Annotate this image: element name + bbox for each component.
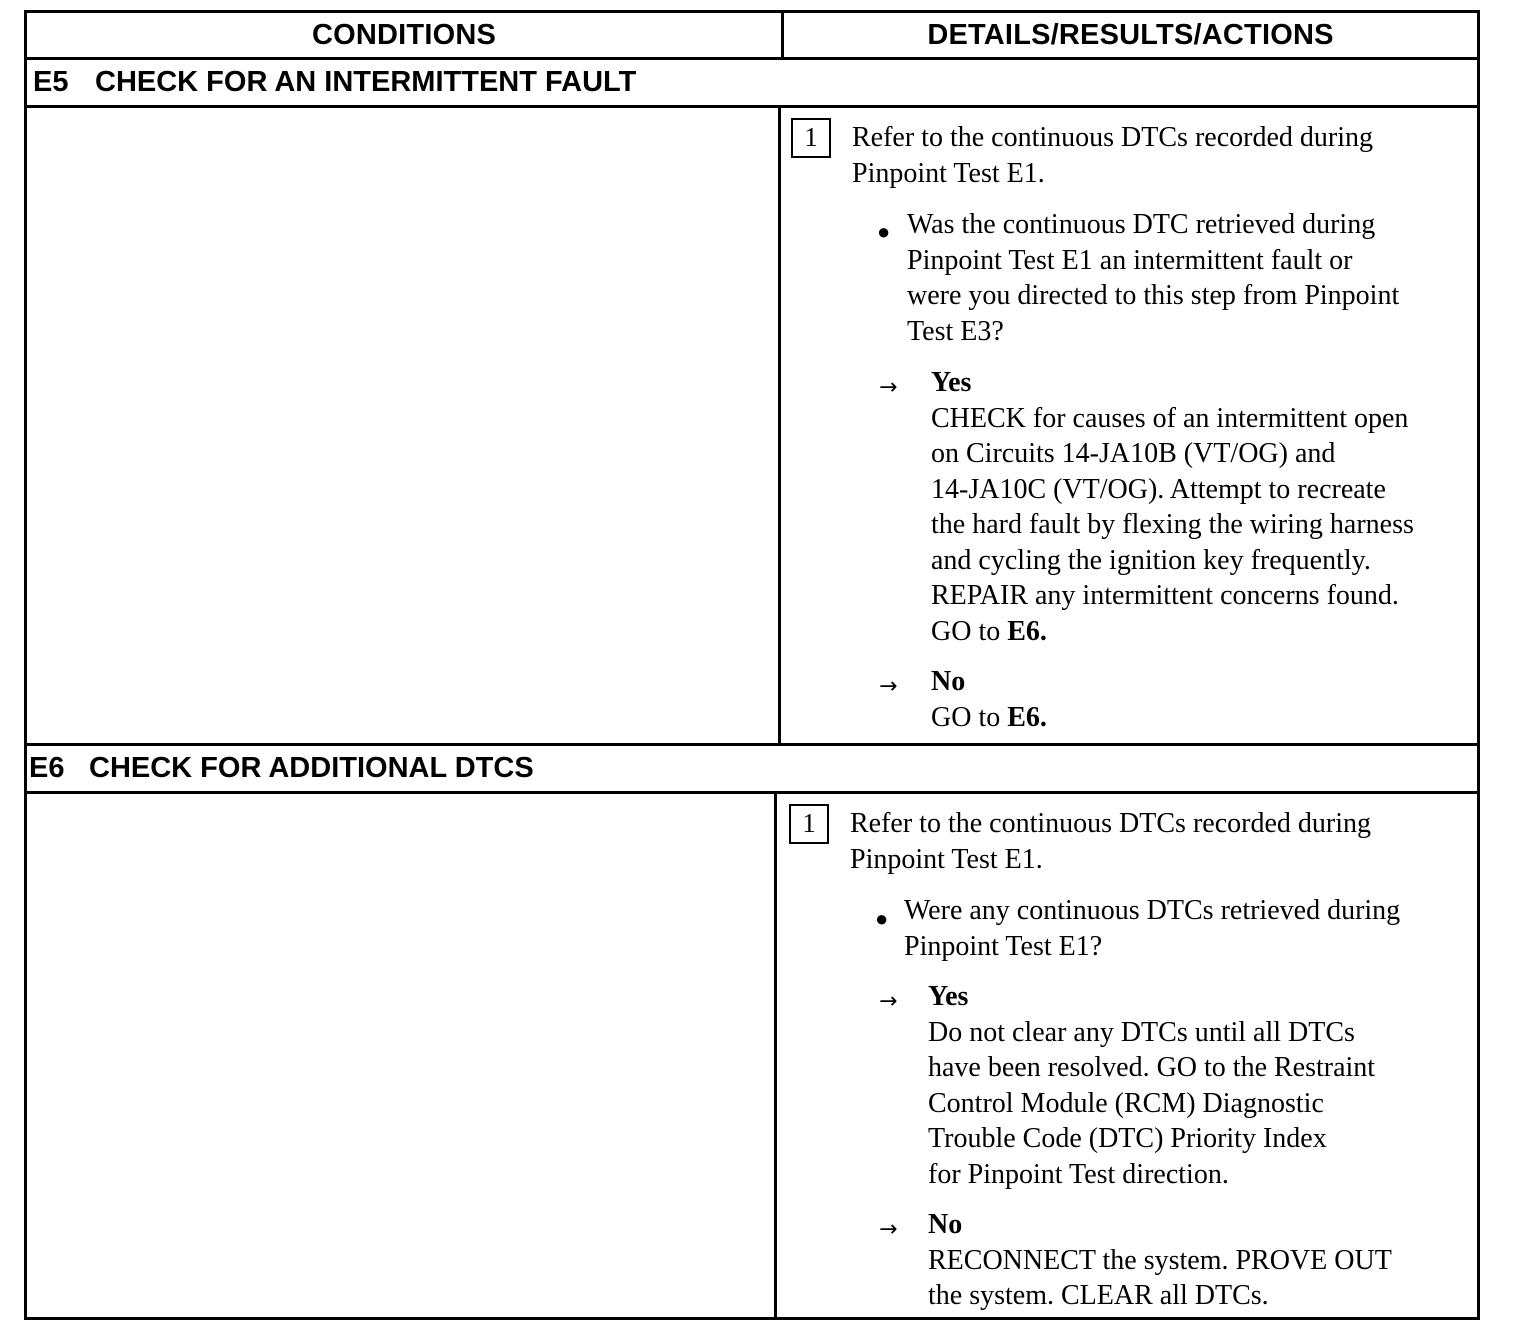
e6-step-number-box: 1 bbox=[789, 804, 829, 844]
e5-question-line: Pinpoint Test E1 an intermittent fault or bbox=[907, 244, 1353, 276]
e6-yes-branch bbox=[928, 979, 1375, 1192]
e6-section-body bbox=[27, 794, 1477, 1317]
e5-instruction-line: Pinpoint Test E1. bbox=[852, 157, 1045, 189]
e5-yes-line: REPAIR any intermittent concerns found. bbox=[931, 580, 1399, 611]
e6-yes-line: Do not clear any DTCs until all DTCs bbox=[928, 1016, 1355, 1048]
e6-question-line: Were any continuous DTCs retrieved during bbox=[904, 895, 1401, 926]
e6-step-code: E6 bbox=[29, 752, 65, 784]
e5-no-goto-target: E6. bbox=[1007, 701, 1047, 733]
e6-instruction-line: Refer to the continuous DTCs recorded during bbox=[850, 808, 1371, 839]
e5-section-heading bbox=[27, 60, 1477, 108]
e6-section-heading bbox=[27, 746, 1477, 794]
e5-yes-line: CHECK for causes of an intermittent open bbox=[931, 402, 1409, 434]
e5-no-goto bbox=[931, 700, 1047, 736]
e5-column-divider bbox=[778, 108, 781, 743]
e6-bullet-icon: ● bbox=[875, 906, 889, 931]
e6-no-branch bbox=[928, 1207, 1392, 1314]
e5-section-body bbox=[27, 108, 1477, 746]
e6-instruction bbox=[850, 806, 1371, 877]
conditions-column-header: CONDITIONS bbox=[311, 18, 497, 51]
e6-no-line: RECONNECT the system. PROVE OUT bbox=[928, 1244, 1392, 1276]
e6-column-divider bbox=[774, 794, 777, 1317]
e6-no-line: the system. CLEAR all DTCs. bbox=[928, 1280, 1269, 1311]
e5-question-line: were you directed to this step from Pinpoint bbox=[907, 280, 1400, 311]
e5-yes-line: and cycling the ignition key frequently. bbox=[931, 544, 1371, 576]
e5-instruction bbox=[852, 120, 1373, 191]
e6-yes-line: Trouble Code (DTC) Priority Index bbox=[928, 1123, 1327, 1154]
e6-instruction-line: Pinpoint Test E1. bbox=[850, 843, 1043, 875]
e5-no-label: No bbox=[931, 666, 966, 697]
e5-bullet-icon: ● bbox=[877, 219, 891, 244]
e6-question bbox=[904, 893, 1400, 964]
e5-step-title: CHECK FOR AN INTERMITTENT FAULT bbox=[95, 66, 637, 98]
e5-yes-line: the hard fault by flexing the wiring harness bbox=[931, 509, 1414, 540]
e6-no-arrow-icon: → bbox=[879, 1217, 898, 1242]
e5-yes-line: on Circuits 14-JA10B (VT/OG) and bbox=[931, 438, 1336, 469]
e5-no-arrow-icon: → bbox=[879, 674, 898, 699]
e5-yes-goto-prefix: GO to bbox=[931, 615, 1008, 647]
e6-yes-line: Control Module (RCM) Diagnostic bbox=[928, 1087, 1324, 1119]
e6-step-title: CHECK FOR ADDITIONAL DTCS bbox=[89, 752, 534, 784]
diagnostic-table bbox=[24, 10, 1480, 1320]
e5-step-number-box: 1 bbox=[791, 118, 831, 158]
e5-yes-goto-target: E6. bbox=[1007, 615, 1047, 647]
e5-step-code: E5 bbox=[33, 66, 69, 98]
e5-question-line: Was the continuous DTC retrieved during bbox=[907, 209, 1376, 240]
e6-yes-arrow-icon: → bbox=[879, 989, 898, 1014]
details-column-header: DETAILS/RESULTS/ACTIONS bbox=[927, 18, 1334, 51]
e5-yes-branch bbox=[931, 365, 1414, 649]
e6-question-line: Pinpoint Test E1? bbox=[904, 930, 1103, 962]
e5-no-branch bbox=[931, 664, 1047, 735]
table-header-row bbox=[27, 13, 1477, 60]
e6-no-label: No bbox=[928, 1209, 963, 1240]
e5-question bbox=[907, 207, 1399, 349]
e5-yes-line: 14-JA10C (VT/OG). Attempt to recreate bbox=[931, 473, 1386, 505]
e5-yes-goto bbox=[931, 614, 1414, 650]
e5-no-goto-prefix: GO to bbox=[931, 701, 1008, 733]
e5-yes-arrow-icon: → bbox=[879, 375, 898, 400]
e6-yes-label: Yes bbox=[928, 981, 969, 1012]
e5-yes-label: Yes bbox=[931, 367, 972, 398]
e5-question-line: Test E3? bbox=[907, 315, 1004, 347]
e6-yes-line: for Pinpoint Test direction. bbox=[928, 1158, 1229, 1190]
e5-instruction-line: Refer to the continuous DTCs recorded during bbox=[852, 122, 1373, 153]
e6-yes-line: have been resolved. GO to the Restraint bbox=[928, 1052, 1376, 1083]
